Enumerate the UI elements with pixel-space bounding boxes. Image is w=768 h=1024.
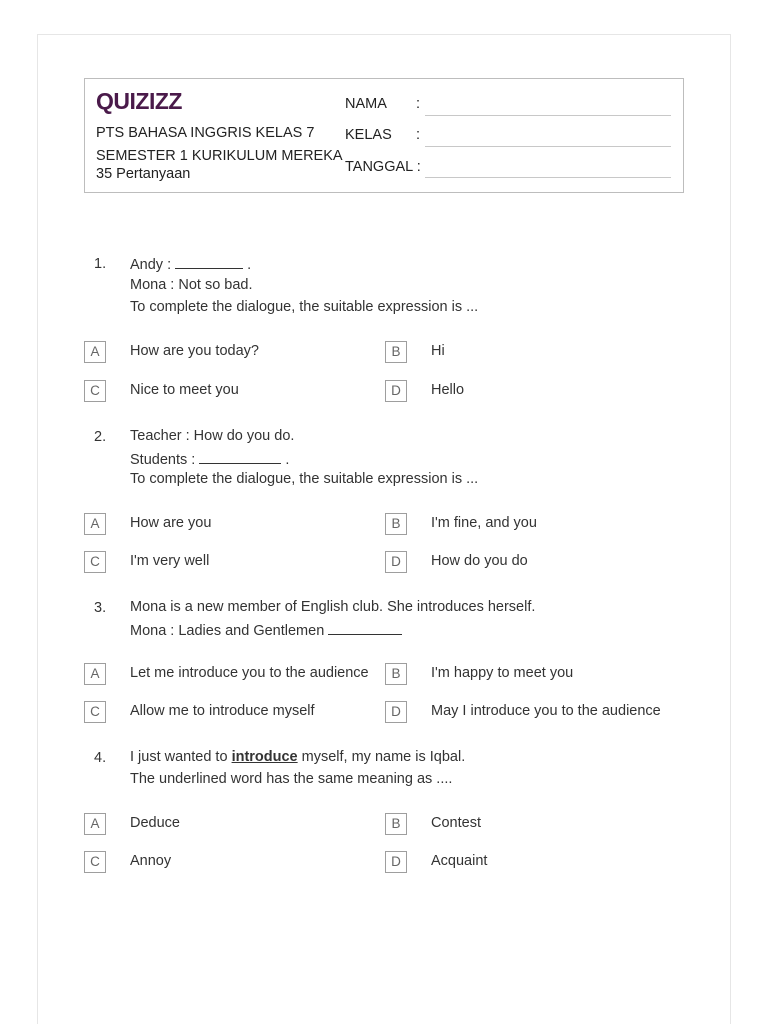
option-text[interactable]: Deduce (130, 815, 180, 831)
option-text[interactable]: How are you (130, 515, 212, 531)
option-text[interactable]: How do you do (431, 553, 528, 569)
option-text[interactable]: I'm fine, and you (431, 515, 537, 531)
svg-text:QUIZIZZ: QUIZIZZ (96, 88, 182, 114)
question-text: Mona is a new member of English club. She introduces herself. (130, 599, 536, 615)
option-letter-box[interactable]: C (84, 551, 106, 573)
question-number: 1. (94, 256, 107, 272)
question-text: Andy : . (130, 257, 252, 273)
question-count: 35 Pertanyaan (96, 166, 191, 182)
worksheet-title-line2: SEMESTER 1 KURIKULUM MEREKA (96, 148, 343, 164)
option-text[interactable]: Allow me to introduce myself (130, 703, 315, 719)
option-letter-box[interactable]: A (84, 513, 106, 535)
option-text[interactable]: Hi (431, 343, 445, 359)
question-text: Students : . (130, 452, 290, 468)
option-text[interactable]: Annoy (130, 853, 172, 869)
option-text[interactable]: Acquaint (431, 853, 488, 869)
answer-blank (175, 256, 243, 269)
underlined-keyword: introduce (231, 749, 298, 765)
option-letter-box[interactable]: A (84, 663, 106, 685)
question-text: Mona : Ladies and Gentlemen (130, 622, 402, 639)
name-label: NAMA (345, 96, 387, 112)
question-text: Teacher : How do you do. (130, 428, 295, 444)
option-letter-box[interactable]: C (84, 380, 106, 402)
option-letter-box[interactable]: A (84, 341, 106, 363)
name-field-line (425, 115, 671, 116)
question-text: Mona : Not so bad. (130, 277, 253, 293)
option-letter-box[interactable]: B (385, 813, 407, 835)
quizizz-logo (96, 87, 186, 115)
question-text: To complete the dialogue, the suitable expression is ... (130, 299, 479, 315)
question-number: 2. (94, 429, 107, 445)
option-text[interactable]: Let me introduce you to the audience (130, 665, 369, 681)
option-letter-box[interactable]: D (385, 851, 407, 873)
option-letter-box[interactable]: C (84, 851, 106, 873)
class-label: KELAS (345, 127, 392, 143)
class-field-line (425, 146, 671, 147)
option-letter-box[interactable]: B (385, 663, 407, 685)
option-text[interactable]: How are you today? (130, 343, 259, 359)
question-number: 4. (94, 750, 107, 766)
answer-blank (199, 451, 281, 464)
option-letter-box[interactable]: C (84, 701, 106, 723)
class-colon: : (416, 127, 421, 143)
option-text[interactable]: Hello (431, 382, 465, 398)
option-letter-box[interactable]: D (385, 551, 407, 573)
question-text: The underlined word has the same meaning as .... (130, 771, 453, 787)
option-text[interactable]: May I introduce you to the audience (431, 703, 661, 719)
option-text[interactable]: Nice to meet you (130, 382, 239, 398)
option-letter-box[interactable]: D (385, 701, 407, 723)
question-text: To complete the dialogue, the suitable expression is ... (130, 471, 479, 487)
date-field-line (425, 177, 671, 178)
option-letter-box[interactable]: A (84, 813, 106, 835)
answer-blank (328, 622, 402, 635)
option-text[interactable]: I'm happy to meet you (431, 665, 574, 681)
worksheet-title-line1: PTS BAHASA INGGRIS KELAS 7 (96, 125, 315, 141)
option-letter-box[interactable]: D (385, 380, 407, 402)
question-number: 3. (94, 600, 107, 616)
name-colon: : (416, 96, 421, 112)
option-text[interactable]: Contest (431, 815, 481, 831)
option-letter-box[interactable]: B (385, 513, 407, 535)
option-text[interactable]: I'm very well (130, 553, 210, 569)
date-label: TANGGAL : (345, 159, 421, 175)
question-text: I just wanted to introduce myself, my name is Iqbal. (130, 749, 466, 765)
option-letter-box[interactable]: B (385, 341, 407, 363)
